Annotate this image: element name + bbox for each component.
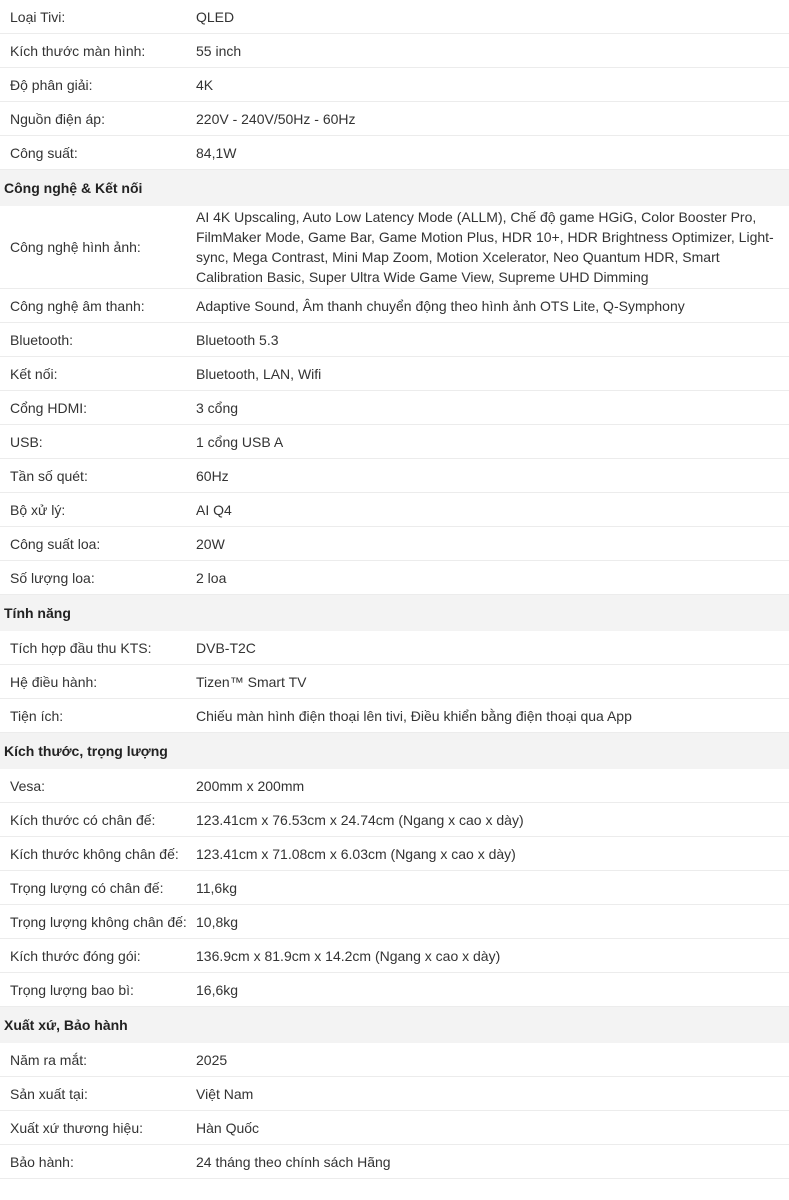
spec-label: Công suất: xyxy=(10,144,78,161)
spec-label: Kết nối: xyxy=(10,365,58,382)
spec-label: Tích hợp đầu thu KTS: xyxy=(10,639,152,656)
section-header-dimensions: Kích thước, trọng lượng xyxy=(0,733,789,769)
spec-row-hdmi xyxy=(0,391,789,425)
spec-row-package-weight xyxy=(0,973,789,1007)
spec-label: Nguồn điện áp: xyxy=(10,110,105,127)
spec-value: 24 tháng theo chính sách Hãng xyxy=(196,1153,391,1170)
spec-label: Kích thước không chân đế: xyxy=(10,845,179,862)
spec-value: DVB-T2C xyxy=(196,639,256,656)
spec-label: Công nghệ âm thanh: xyxy=(10,297,145,314)
spec-label: Bảo hành: xyxy=(10,1153,74,1170)
spec-row-os xyxy=(0,665,789,699)
spec-label: Số lượng loa: xyxy=(10,569,95,586)
spec-value: 3 cổng xyxy=(196,399,239,416)
spec-row-brand-origin xyxy=(0,1111,789,1145)
spec-row-size-without-stand xyxy=(0,837,789,871)
section-header-technology: Công nghệ & Kết nối xyxy=(0,170,789,206)
spec-label: Hệ điều hành: xyxy=(10,673,98,690)
spec-value: 1 cổng USB A xyxy=(196,433,284,450)
spec-row-audio-tech xyxy=(0,289,789,323)
spec-row-weight-without-stand xyxy=(0,905,789,939)
spec-row-utilities xyxy=(0,699,789,733)
spec-value: AI Q4 xyxy=(196,501,232,518)
spec-row-power xyxy=(0,136,789,170)
spec-value: 123.41cm x 71.08cm x 6.03cm (Ngang x cao x dày) xyxy=(196,845,516,862)
spec-label: Loại Tivi: xyxy=(10,8,66,25)
spec-row-made-in xyxy=(0,1077,789,1111)
section-header-origin-warranty: Xuất xứ, Bảo hành xyxy=(0,1007,789,1043)
spec-label: Bộ xử lý: xyxy=(10,501,66,518)
spec-label: Năm ra mắt: xyxy=(10,1051,88,1068)
spec-value: 200mm x 200mm xyxy=(196,777,305,794)
spec-row-resolution xyxy=(0,68,789,102)
spec-row-screen-size xyxy=(0,34,789,68)
spec-row-weight-with-stand xyxy=(0,871,789,905)
spec-value: Bluetooth, LAN, Wifi xyxy=(196,365,322,382)
spec-value: 2025 xyxy=(196,1051,228,1068)
spec-row-size-with-stand xyxy=(0,803,789,837)
spec-label: Cổng HDMI: xyxy=(10,399,88,416)
spec-value: 123.41cm x 76.53cm x 24.74cm (Ngang x cao x dày) xyxy=(196,811,524,828)
spec-value: 220V - 240V/50Hz - 60Hz xyxy=(196,110,356,127)
spec-label: Công nghệ hình ảnh: xyxy=(10,239,141,255)
spec-label: Bluetooth: xyxy=(10,331,74,348)
spec-value: 60Hz xyxy=(196,467,229,484)
spec-label: Kích thước đóng gói: xyxy=(10,947,141,964)
spec-label: Tần số quét: xyxy=(10,467,88,484)
spec-label: Trọng lượng bao bì: xyxy=(10,981,134,998)
spec-label: Công suất loa: xyxy=(10,535,101,552)
spec-value: Adaptive Sound, Âm thanh chuyển động theo hình ảnh OTS Lite, Q-Symphony xyxy=(196,297,685,314)
spec-value: 4K xyxy=(196,76,214,93)
spec-value: Bluetooth 5.3 xyxy=(196,331,279,348)
spec-value: Tizen™ Smart TV xyxy=(196,673,307,690)
spec-row-connectivity xyxy=(0,357,789,391)
spec-label: Kích thước có chân đế: xyxy=(10,811,156,828)
spec-value: AI 4K Upscaling, Auto Low Latency Mode (ALLM), Chế độ game HGiG, Color Booster Pro, FilmMaker Mode, Game Bar, Game Motion Plus, HDR 10+, HDR Brightness Optimizer, Light-sync, Mega Contrast, Mini Map Zoom, Motion Xcelerator, Neo Quantum HDR, Smart Calibration Basic, Super Ultra Wide Game View, Supreme UHD Dimming xyxy=(196,209,774,285)
spec-row-tv-type xyxy=(0,0,789,34)
spec-row-picture-tech xyxy=(0,206,789,289)
spec-row-speaker-count xyxy=(0,561,789,595)
spec-row-release-year xyxy=(0,1043,789,1077)
spec-value: 55 inch xyxy=(196,42,242,59)
spec-value: QLED xyxy=(196,8,235,25)
spec-value: 2 loa xyxy=(196,569,227,586)
spec-value: Hàn Quốc xyxy=(196,1119,260,1136)
spec-value: 10,8kg xyxy=(196,913,239,930)
spec-row-bluetooth xyxy=(0,323,789,357)
spec-label: Độ phân giải: xyxy=(10,76,93,93)
spec-label: Xuất xứ thương hiệu: xyxy=(10,1119,143,1136)
spec-label: Kích thước màn hình: xyxy=(10,42,146,59)
spec-label: Vesa: xyxy=(10,777,46,794)
spec-value: 16,6kg xyxy=(196,981,239,998)
spec-value: Việt Nam xyxy=(196,1085,254,1102)
spec-row-digital-tuner xyxy=(0,631,789,665)
spec-row-refresh-rate xyxy=(0,459,789,493)
spec-label: Trọng lượng không chân đế: xyxy=(10,913,187,930)
section-header-features: Tính năng xyxy=(0,595,789,631)
spec-value: 20W xyxy=(196,535,225,552)
spec-row-warranty xyxy=(0,1145,789,1179)
spec-row-speaker-power xyxy=(0,527,789,561)
spec-row-usb xyxy=(0,425,789,459)
spec-value: Chiếu màn hình điện thoại lên tivi, Điều khiển bằng điện thoại qua App xyxy=(196,707,632,724)
spec-label: USB: xyxy=(10,433,43,450)
spec-value: 136.9cm x 81.9cm x 14.2cm (Ngang x cao x dày) xyxy=(196,947,501,964)
spec-value: 84,1W xyxy=(196,144,237,161)
spec-row-processor xyxy=(0,493,789,527)
spec-row-package-size xyxy=(0,939,789,973)
spec-label: Trọng lượng có chân đế: xyxy=(10,879,164,896)
spec-row-vesa xyxy=(0,769,789,803)
spec-label: Tiện ích: xyxy=(10,707,64,724)
spec-value: 11,6kg xyxy=(196,879,237,896)
spec-label: Sản xuất tại: xyxy=(10,1085,88,1102)
spec-row-voltage xyxy=(0,102,789,136)
